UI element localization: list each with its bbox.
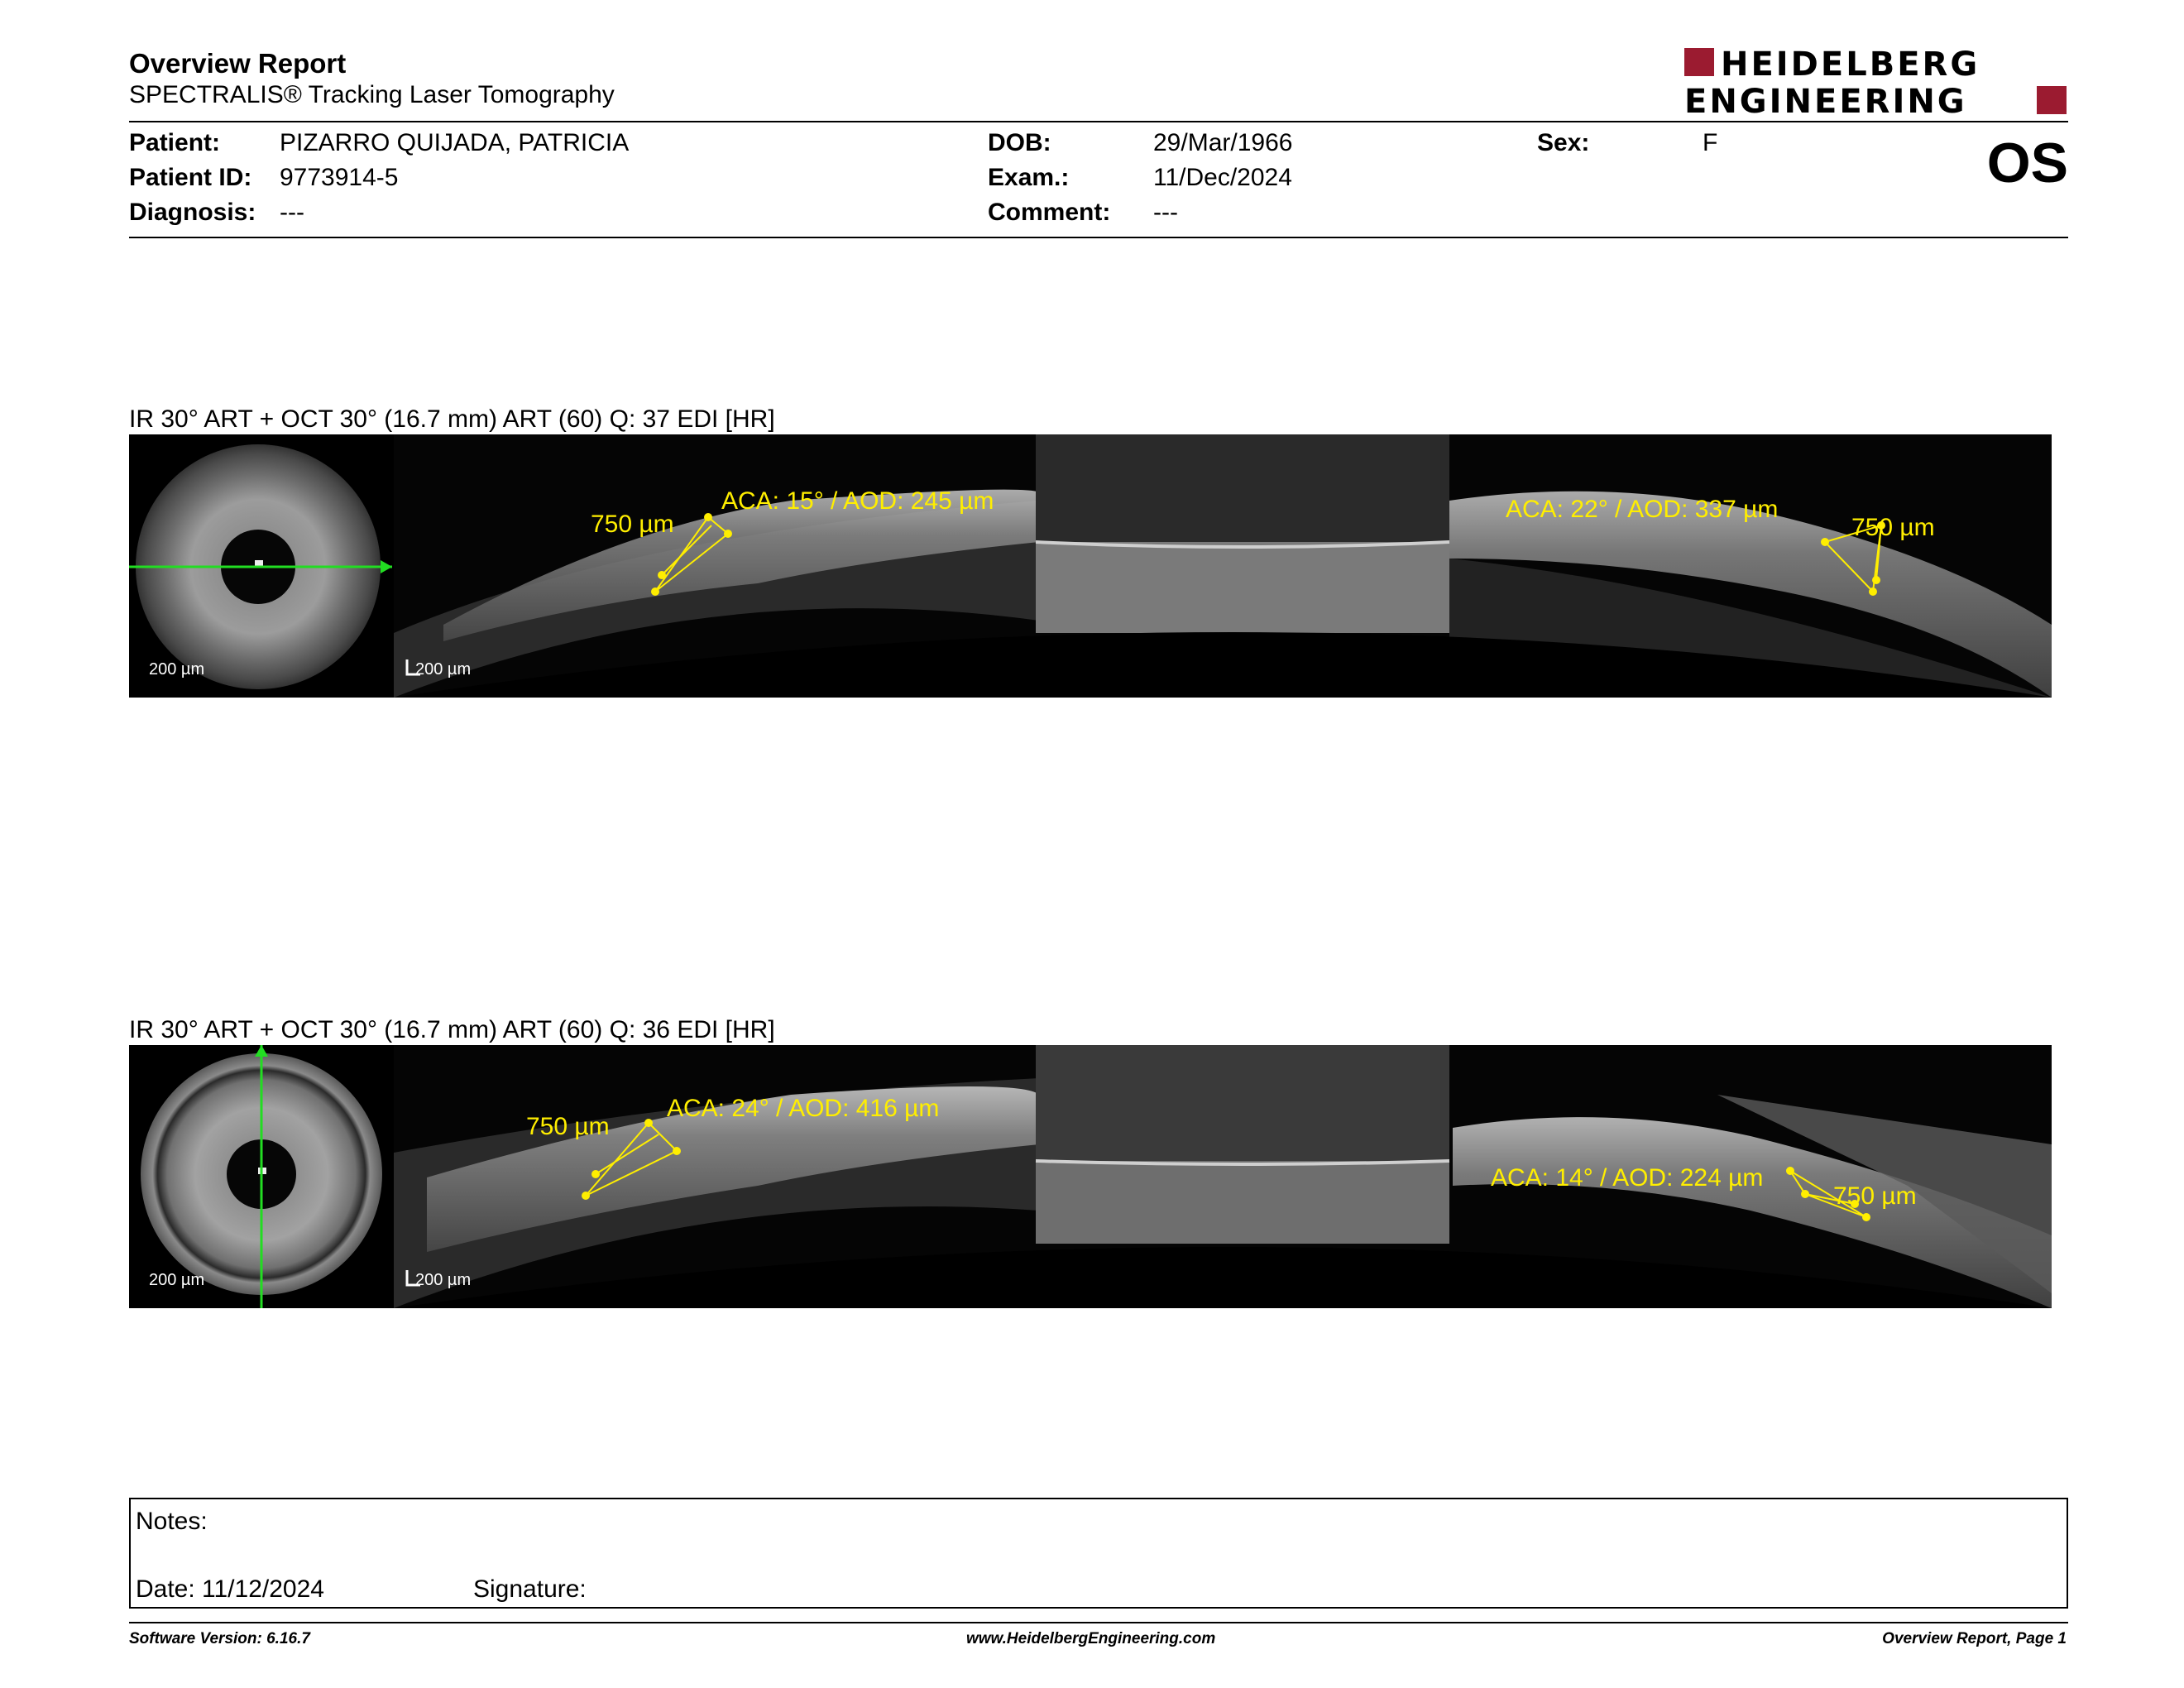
scan-1-panel[interactable] [129, 434, 2052, 698]
notes-date: Date: 11/12/2024 [136, 1575, 324, 1603]
notes-label: Notes: [136, 1508, 208, 1535]
diagnosis-value: --- [280, 199, 304, 226]
notes-box[interactable] [129, 1498, 2068, 1609]
comment-label: Comment: [988, 199, 1111, 226]
ir-image-2 [129, 1045, 392, 1308]
right-length-1: 750 µm [1851, 514, 1935, 541]
patient-label: Patient: [129, 129, 221, 156]
patient-value: PIZARRO QUIJADA, PATRICIA [280, 129, 630, 156]
oct-image-2 [394, 1045, 2052, 1308]
scan-2-panel[interactable] [129, 1045, 2052, 1308]
website-link[interactable]: www.HeidelbergEngineering.com [966, 1630, 1216, 1647]
report-subtitle: SPECTRALIS® Tracking Laser Tomography [129, 81, 615, 108]
scan-2-title: IR 30° ART + OCT 30° (16.7 mm) ART (60) Q: 36 EDI [HR] [129, 1016, 775, 1043]
right-measure-2: ACA: 14° / AOD: 224 µm [1491, 1164, 1764, 1192]
oct-scale-1: 200 µm [415, 660, 472, 679]
page-number: Overview Report, Page 1 [1882, 1630, 2067, 1647]
report-title: Overview Report [129, 48, 347, 79]
heidelberg-logo [1684, 45, 2067, 117]
dob-value: 29/Mar/1966 [1153, 129, 1293, 156]
patient-rule [129, 237, 2068, 238]
exam-value: 11/Dec/2024 [1153, 164, 1292, 191]
patient-id-value: 9773914-5 [280, 164, 399, 191]
left-measure-1: ACA: 15° / AOD: 245 µm [721, 487, 994, 515]
ir-image-1 [129, 434, 392, 698]
eye-indicator: OS [1986, 132, 2068, 194]
software-version: Software Version: 6.16.7 [129, 1630, 310, 1647]
sex-value: F [1703, 129, 1718, 156]
left-length-1: 750 µm [591, 511, 674, 538]
sex-label: Sex: [1537, 129, 1590, 156]
scan-1-title: IR 30° ART + OCT 30° (16.7 mm) ART (60) Q: 37 EDI [HR] [129, 405, 775, 433]
header-rule [129, 121, 2068, 122]
logo-text-2: ENGINEERING [1684, 83, 1967, 117]
diagnosis-label: Diagnosis: [129, 199, 256, 226]
oct-scale-2: 200 µm [415, 1271, 472, 1289]
logo-text-1: HEIDELBERG [1721, 46, 1980, 84]
right-length-2: 750 µm [1833, 1182, 1917, 1210]
patient-id-label: Patient ID: [129, 164, 252, 191]
ir-scale-2: 200 µm [149, 1271, 205, 1289]
exam-label: Exam.: [988, 164, 1070, 191]
oct-image-1 [394, 434, 2052, 698]
ir-scale-1: 200 µm [149, 660, 205, 679]
left-measure-2: ACA: 24° / AOD: 416 µm [667, 1095, 940, 1122]
dob-label: DOB: [988, 129, 1051, 156]
signature-label: Signature: [473, 1575, 587, 1603]
comment-value: --- [1153, 199, 1178, 226]
footer-rule [129, 1622, 2068, 1623]
right-measure-1: ACA: 22° / AOD: 337 µm [1506, 496, 1779, 523]
left-length-2: 750 µm [526, 1113, 610, 1140]
